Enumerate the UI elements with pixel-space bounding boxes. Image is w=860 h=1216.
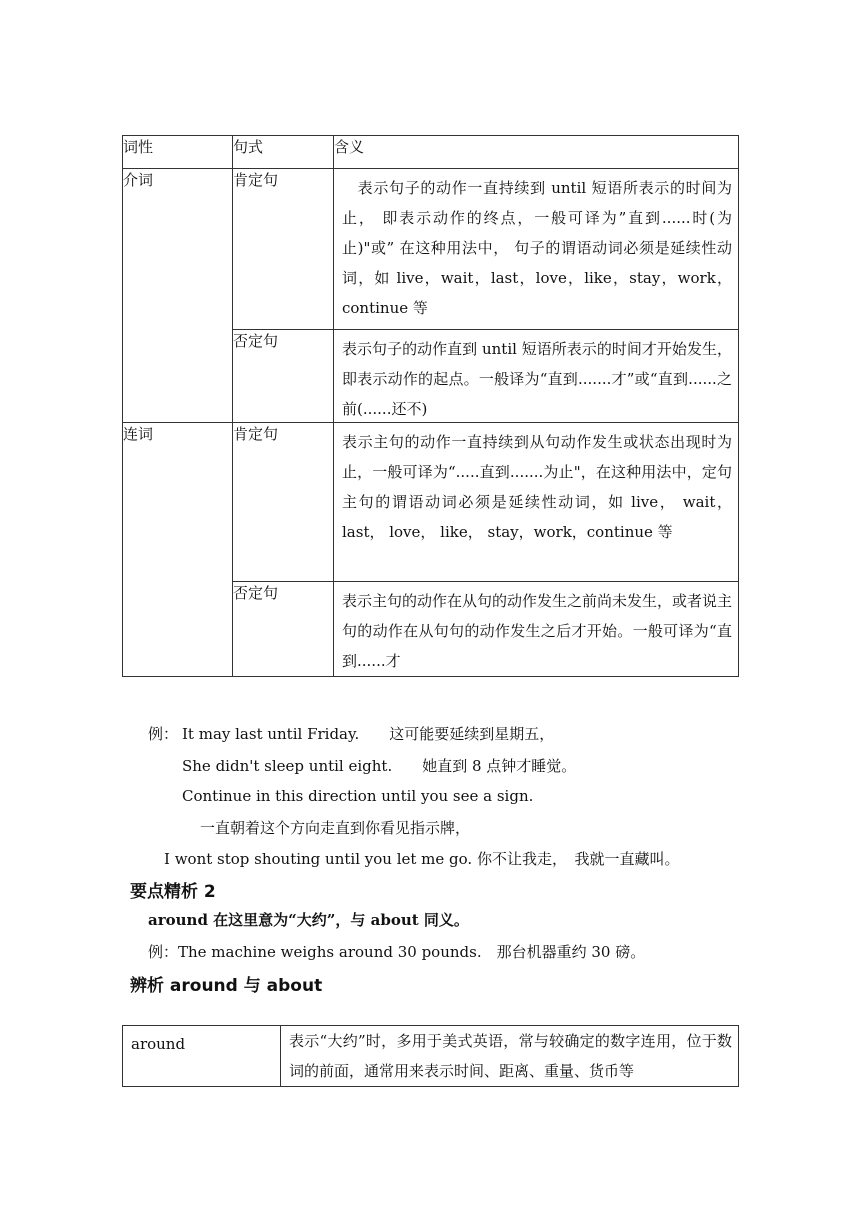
example-line: It may last until Friday. 这可能要延续到星期五， [182,725,555,743]
example-line: Continue in this direction until you see a sign. [182,787,534,805]
meaning-cell [334,330,739,423]
pos-cell: 介词 [123,169,233,423]
table-header-row [123,136,739,169]
meaning-text: 表示主句的动作一直持续到从句动作发生或状态出现时为止，一般可译为“.....直到.......为止"，在这种用法中，定句主句的谓语动词必须是延续性动词，如 live， wait， last， love， like， stay，work，continue 等 [342,433,732,541]
meaning-text: 表示句子的动作直到 until 短语所表示的时间才开始发生，即表示动作的起点。一般译为“直到.......才”或“直到......之前(......还不) [342,340,732,418]
example-line: I wont stop shouting until you let me go. 你不让我走， 我就一直藏叫。 [164,850,680,868]
header-meaning: 含义 [334,136,739,169]
example-line: She didn't sleep until eight. 她直到 8 点钟才睡觉。 [182,757,577,775]
meaning-cell [334,582,739,677]
desc-text: 表示“大约”时，多用于美式英语，常与较确定的数字连用，位于数词的前面，通常用来表示时间、距离、重量、货币等 [289,1032,732,1080]
meaning-cell [334,423,739,582]
around-about-table [122,1025,739,1087]
header-pattern: 句式 [233,136,334,169]
meaning-text: 表示句子的动作一直持续到 until 短语所表示的时间为止， 即表示动作的终点，一般可译为”直到......时(为止)"或” 在这种用法中， 句子的谓语动词必须是延续性动词，如 live，wait，last，love，like，stay，work，continue 等 [342,179,732,317]
pattern-cell: 否定句 [233,330,334,423]
table-row [123,169,739,330]
word-cell: around [123,1026,281,1087]
table-row [123,423,739,582]
section-heading: 要点精析 2 [130,882,216,902]
section-note: around 在这里意为“大约”，与 about 同义。 [148,911,469,929]
section-heading: 辨析 around 与 about [130,976,323,996]
example-line: 一直朝着这个方向走直到你看见指示牌， [200,819,471,837]
example-prefix: 例： [148,725,179,743]
pattern-cell: 否定句 [233,582,334,677]
until-usage-table [122,135,739,677]
pattern-cell: 肯定句 [233,169,334,330]
pos-cell: 连词 [123,423,233,677]
header-pos: 词性 [123,136,233,169]
desc-cell [281,1026,739,1087]
pattern-cell: 肯定句 [233,423,334,582]
table-row [123,1026,739,1087]
meaning-text: 表示主句的动作在从句的动作发生之前尚未发生，或者说主句的动作在从句句的动作发生之后才开始。一般可译为“直到......才 [342,592,733,670]
meaning-cell [334,169,739,330]
section-example: 例：The machine weighs around 30 pounds. 那台机器重约 30 磅。 [148,943,646,961]
